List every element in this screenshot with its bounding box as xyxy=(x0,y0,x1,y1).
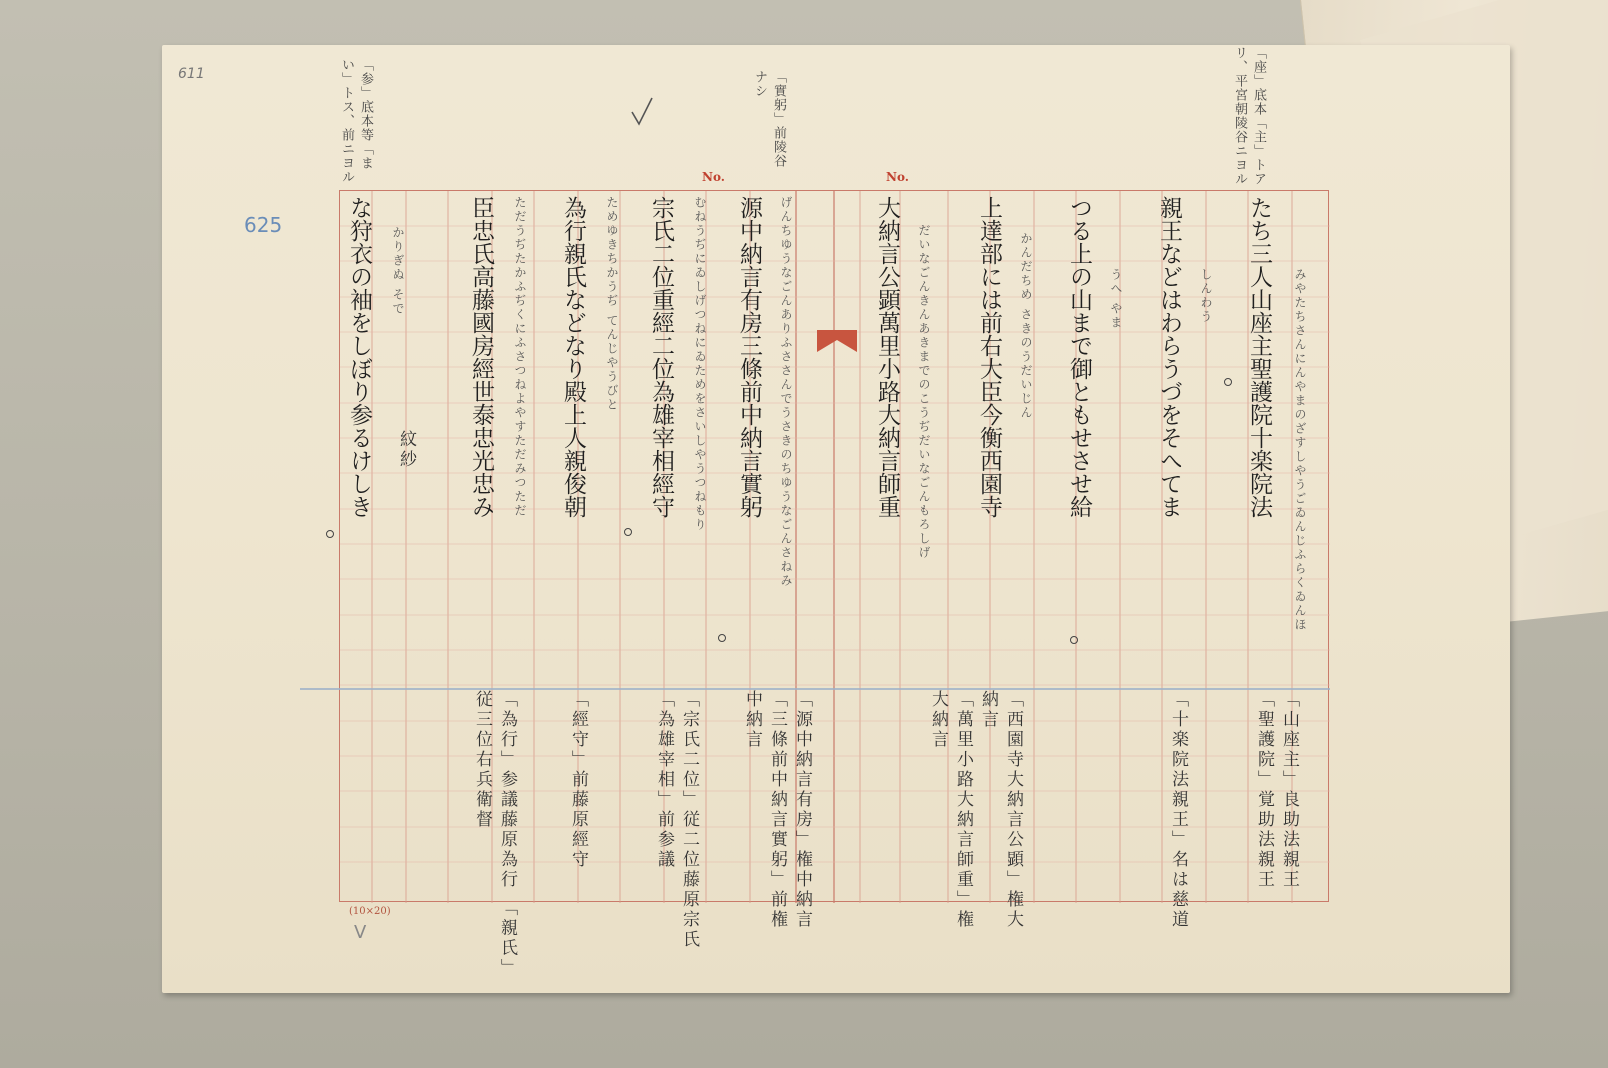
column-10-note: 紋紗 xyxy=(396,430,416,470)
page-number: 625 xyxy=(244,213,283,237)
top-note-right: 「座」底本「主」トアリ、平宮朝陵谷ニヨル xyxy=(1232,46,1266,186)
no-label-left: No. xyxy=(702,170,725,184)
corner-mark: 611 xyxy=(178,66,205,82)
ring-mark xyxy=(1070,636,1078,644)
grid-size-label: (10×20) xyxy=(349,906,391,917)
column-4-note: 「西園寺大納言公顕」権大納言 xyxy=(978,690,1023,930)
check-mark-icon xyxy=(630,96,654,128)
column-4-text: 上達部には前右大臣今衡西園寺 xyxy=(976,196,1002,518)
column-3-ruby: うへ やま xyxy=(1109,268,1123,330)
column-6-ruby: げんちゆうなごんありふささんでうさきのちゆうなごんさねみ xyxy=(779,196,793,588)
column-2-text: 親王などはわらうづをそへてま xyxy=(1156,196,1182,518)
column-10-ruby: かりぎぬ そで xyxy=(391,226,405,316)
no-label-right: No. xyxy=(886,170,909,184)
column-8-text: 為行親氏などなり殿上人親俊朝 xyxy=(560,196,586,518)
column-4-ruby: かんだちめ さきのうだいじん xyxy=(1019,232,1033,420)
top-note-middle: 「實躬」前陵谷ナシ xyxy=(752,70,786,168)
column-6-note: 「源中納言有房」権中納言 「三條前中納言實躬」前権中納言 xyxy=(742,690,812,930)
column-2-note: 「十楽院法親王」名は慈道 xyxy=(1168,690,1188,930)
column-5-text: 大納言公顕萬里小路大納言師重 xyxy=(874,196,900,518)
column-9-note: 「為行」参議藤原為行 「親氏」従三位右兵衛督 xyxy=(472,690,517,970)
column-5-ruby: だいなごんきんあきまでのこうぢだいなごんもろしげ xyxy=(917,224,931,560)
column-8-ruby: ためゆきちかうぢ てんじやうびと xyxy=(605,196,619,412)
column-7-note: 「宗氏二位」従二位藤原宗氏 「為雄宰相」前参議 xyxy=(654,690,699,950)
column-8-note: 「經守」前藤原經守 xyxy=(568,690,588,870)
top-note-left: 「参」底本等「まい」トス、前ニヨル xyxy=(339,58,373,184)
column-10-text: な狩衣の袖をしぼり参るけしき xyxy=(346,196,372,518)
center-fold-mark-icon xyxy=(817,330,857,352)
column-2-ruby: しんわう xyxy=(1199,268,1213,324)
column-1-text: たち三人山座主聖護院十楽院法 xyxy=(1246,196,1272,518)
bottom-mark: V xyxy=(354,922,367,943)
column-1-note: 「山座主」良助法親王 「聖護院」覚助法親王 xyxy=(1254,690,1299,890)
ring-mark xyxy=(718,634,726,642)
column-7-ruby: むねうぢにゐしげつねにゐためをさいしやうつねもり xyxy=(693,196,707,532)
column-9-text: 臣忠氏高藤國房經世泰忠光忠み xyxy=(468,196,494,518)
column-6-text: 源中納言有房三條前中納言實躬 xyxy=(736,196,762,518)
ring-mark xyxy=(624,528,632,536)
column-3-text: つる上の山まで御ともせさせ給 xyxy=(1066,196,1092,518)
column-7-text: 宗氏二位重經二位為雄宰相經守 xyxy=(648,196,674,518)
column-5-note: 「萬里小路大納言師重」権大納言 xyxy=(928,690,973,930)
column-9-ruby: ただうぢたかふぢくにふさつねよやすただみつただ xyxy=(513,196,527,518)
ring-mark xyxy=(1224,378,1232,386)
ring-mark xyxy=(326,530,334,538)
column-1-ruby: みやたちさんにんやまのざすしやうごゐんじふらくゐんほ xyxy=(1293,268,1307,632)
